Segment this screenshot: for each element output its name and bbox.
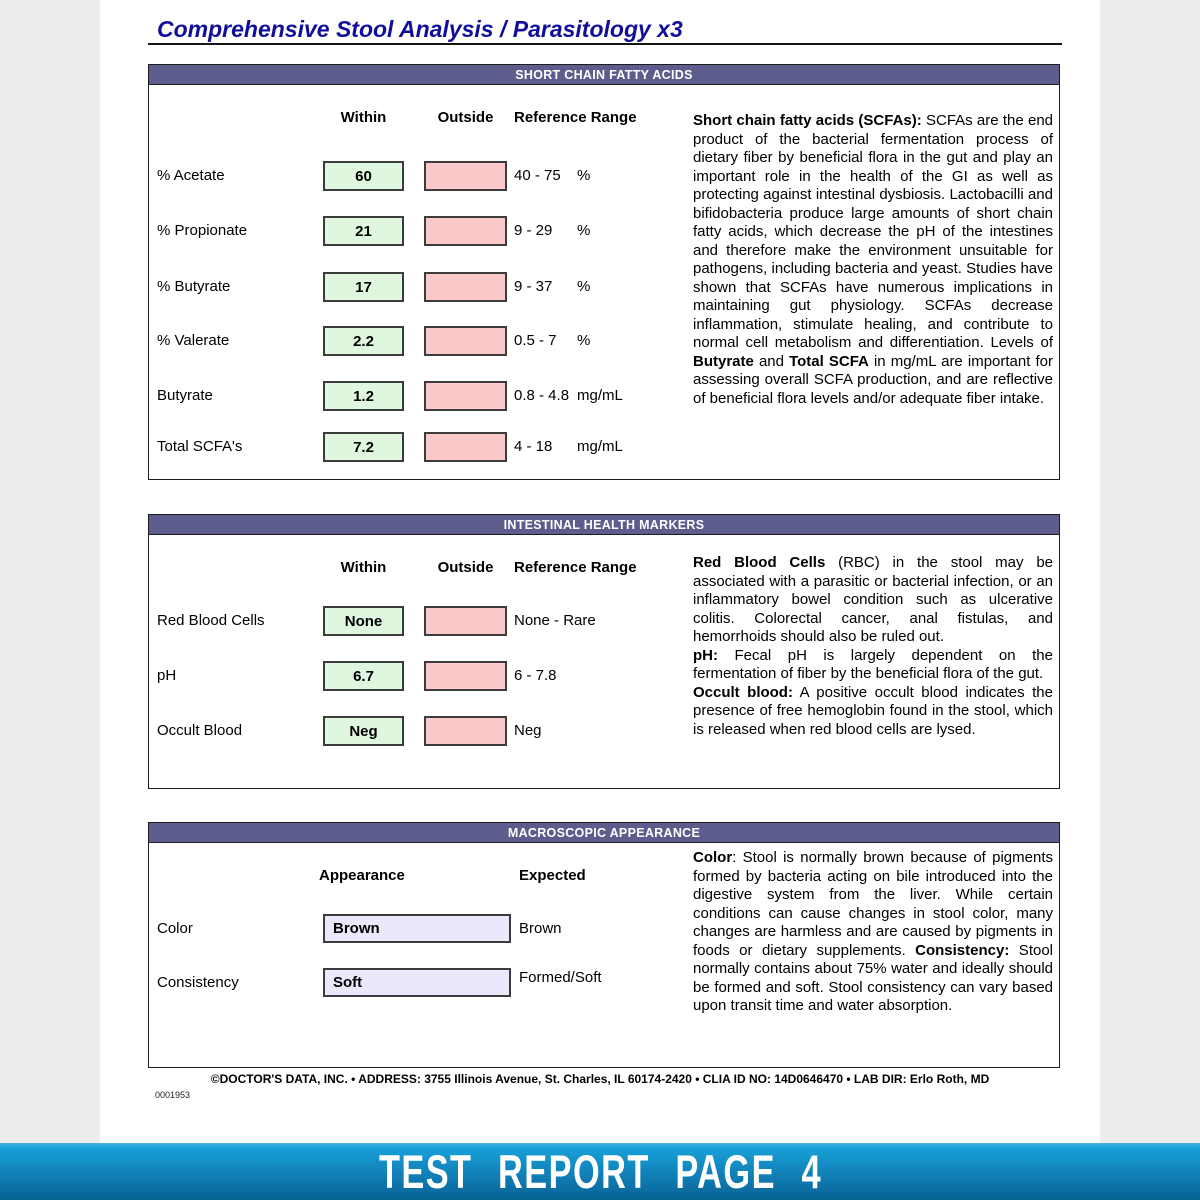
table-row [149, 381, 693, 411]
within-value-box [323, 326, 404, 356]
outside-value-box [424, 326, 507, 356]
reference-range: 9 - 37 % [514, 278, 591, 295]
outside-value-box [424, 161, 507, 191]
column-header-within: Within [340, 559, 387, 576]
table-row [149, 216, 693, 246]
analyte-label: Total SCFA's [157, 438, 243, 455]
expected-value: Formed/Soft [519, 969, 602, 986]
appearance-value-box [323, 914, 511, 943]
section-body [148, 843, 1060, 1068]
table-row [149, 432, 693, 462]
column-header-within: Within [340, 109, 387, 126]
column-header-expected: Expected [519, 867, 586, 884]
table-row [149, 326, 693, 356]
within-value: 17 [355, 278, 372, 296]
within-value: 7.2 [353, 438, 374, 456]
within-value-box [323, 216, 404, 246]
appearance-value-box [323, 968, 511, 997]
analyte-label: Red Blood Cells [157, 612, 265, 629]
within-value: 21 [355, 222, 372, 240]
reference-range: 40 - 75 % [514, 167, 591, 184]
within-value-box [323, 661, 404, 691]
within-value: 60 [355, 167, 372, 185]
reference-range: Neg [514, 722, 542, 739]
within-value: 2.2 [353, 332, 374, 350]
attribute-label: Color [157, 920, 193, 937]
section-short-chain-fatty-acids [148, 64, 1060, 480]
attribute-label: Consistency [157, 974, 239, 991]
reference-range: 4 - 18 mg/mL [514, 438, 623, 455]
analyte-label: % Valerate [157, 332, 230, 349]
section-header: INTESTINAL HEALTH MARKERS [148, 514, 1060, 535]
section-description: Short chain fatty acids (SCFAs): SCFAs are the end product of the bacterial fermentation process of dietary fiber by beneficial flora in the gut and play an important role in the health of the GI as well as protecting against intestinal dysbiosis. Lactobacilli and bifidobacteria produce large amounts of short chain fatty acids, which decrease the pH of the intestines and therefore make the environment unsuitable for pathogens, including bacteria and yeast. Studies have shown that SCFAs have numerous implications in maintaining gut physiology. SCFAs decrease inflammation, stimulate healing, and contribute to normal cell metabolism and differentiation. Levels of Butyrate and Total SCFA in mg/mL are important for assessing overall SCFA production, and are reflective of beneficial flora levels and/or adequate fiber intake. [693, 112, 1053, 407]
analyte-label: pH [157, 667, 177, 684]
section-description: Color: Stool is normally brown because of pigments formed by bacteria acting on bile introduced into the digestive system from the liver. While certain conditions can cause changes in stool color, many changes are harmless and are caused by pigments in foods or dietary supplements. Consistency: Stool normally contains about 75% water and ideally should be formed and soft. Stool consistency can vary based upon transit time and water absorption. [693, 849, 1053, 1014]
section-header: MACROSCOPIC APPEARANCE [148, 822, 1060, 843]
document-number: 0001953 [155, 1090, 191, 1100]
table-row [149, 968, 693, 997]
section-macroscopic-appearance [148, 822, 1060, 1068]
outside-value-box [424, 381, 507, 411]
table-row [149, 661, 693, 691]
report-page [100, 0, 1100, 1143]
within-value-box [323, 716, 404, 746]
column-header-appearance: Appearance [319, 867, 405, 884]
section-description: Red Blood Cells (RBC) in the stool may be associated with a parasitic or bacterial infection, or an inflammatory bowel condition such as ulcerative colitis. Colorectal cancer, anal fistulas, and hemorrhoids should also be ruled out. pH: Fecal pH is largely dependent on the fermentation of fiber by the beneficial flora of the gut. Occult blood: A positive occult blood indicates the presence of free hemoglobin found in the stool, which is released when red blood cells are lysed. [693, 554, 1054, 738]
reference-range: 9 - 29 % [514, 222, 591, 239]
lab-footer: ©DOCTOR'S DATA, INC. • ADDRESS: 3755 Illinois Avenue, St. Charles, IL 60174-2420 • CLIA ID NO: 14D0646470 • LAB DIR: Erlo Roth, MD [210, 1072, 990, 1086]
analyte-label: Occult Blood [157, 722, 243, 739]
outside-value-box [424, 272, 507, 302]
table-row [149, 272, 693, 302]
analyte-label: % Propionate [157, 222, 248, 239]
within-value: Neg [349, 722, 378, 740]
within-value-box [323, 432, 404, 462]
analyte-label: % Acetate [157, 167, 225, 184]
title-underline [148, 43, 1062, 45]
outside-value-box [424, 606, 507, 636]
banner-title: TEST REPORT PAGE 4 [378, 1145, 822, 1198]
table-row [149, 914, 693, 943]
within-value-box [323, 606, 404, 636]
within-value: None [344, 612, 383, 630]
outside-value-box [424, 216, 507, 246]
reference-range: None - Rare [514, 612, 596, 629]
within-value: 1.2 [353, 387, 374, 405]
appearance-value: Brown [333, 920, 380, 937]
expected-value: Brown [519, 920, 562, 937]
page-title: Comprehensive Stool Analysis / Parasitology x3 [157, 16, 683, 42]
section-body [148, 535, 1060, 789]
within-value-box [323, 381, 404, 411]
table-row [149, 161, 693, 191]
reference-range: 0.5 - 7 % [514, 332, 591, 349]
table-row [149, 716, 693, 746]
reference-range: 0.8 - 4.8 mg/mL [514, 387, 623, 404]
column-header-reference: Reference Range [514, 559, 637, 576]
section-header: SHORT CHAIN FATTY ACIDS [148, 64, 1060, 85]
section-body [148, 85, 1060, 480]
analyte-label: Butyrate [157, 387, 213, 404]
within-value-box [323, 161, 404, 191]
test-report-banner [0, 1143, 1200, 1200]
table-row [149, 606, 693, 636]
column-header-outside: Outside [437, 559, 494, 576]
column-header-outside: Outside [437, 109, 494, 126]
within-value-box [323, 272, 404, 302]
within-value: 6.7 [353, 667, 374, 685]
outside-value-box [424, 661, 507, 691]
section-intestinal-health-markers [148, 514, 1060, 789]
outside-value-box [424, 432, 507, 462]
appearance-value: Soft [333, 974, 363, 991]
column-header-reference: Reference Range [514, 109, 637, 126]
reference-range: 6 - 7.8 [514, 667, 557, 684]
analyte-label: % Butyrate [157, 278, 231, 295]
outside-value-box [424, 716, 507, 746]
